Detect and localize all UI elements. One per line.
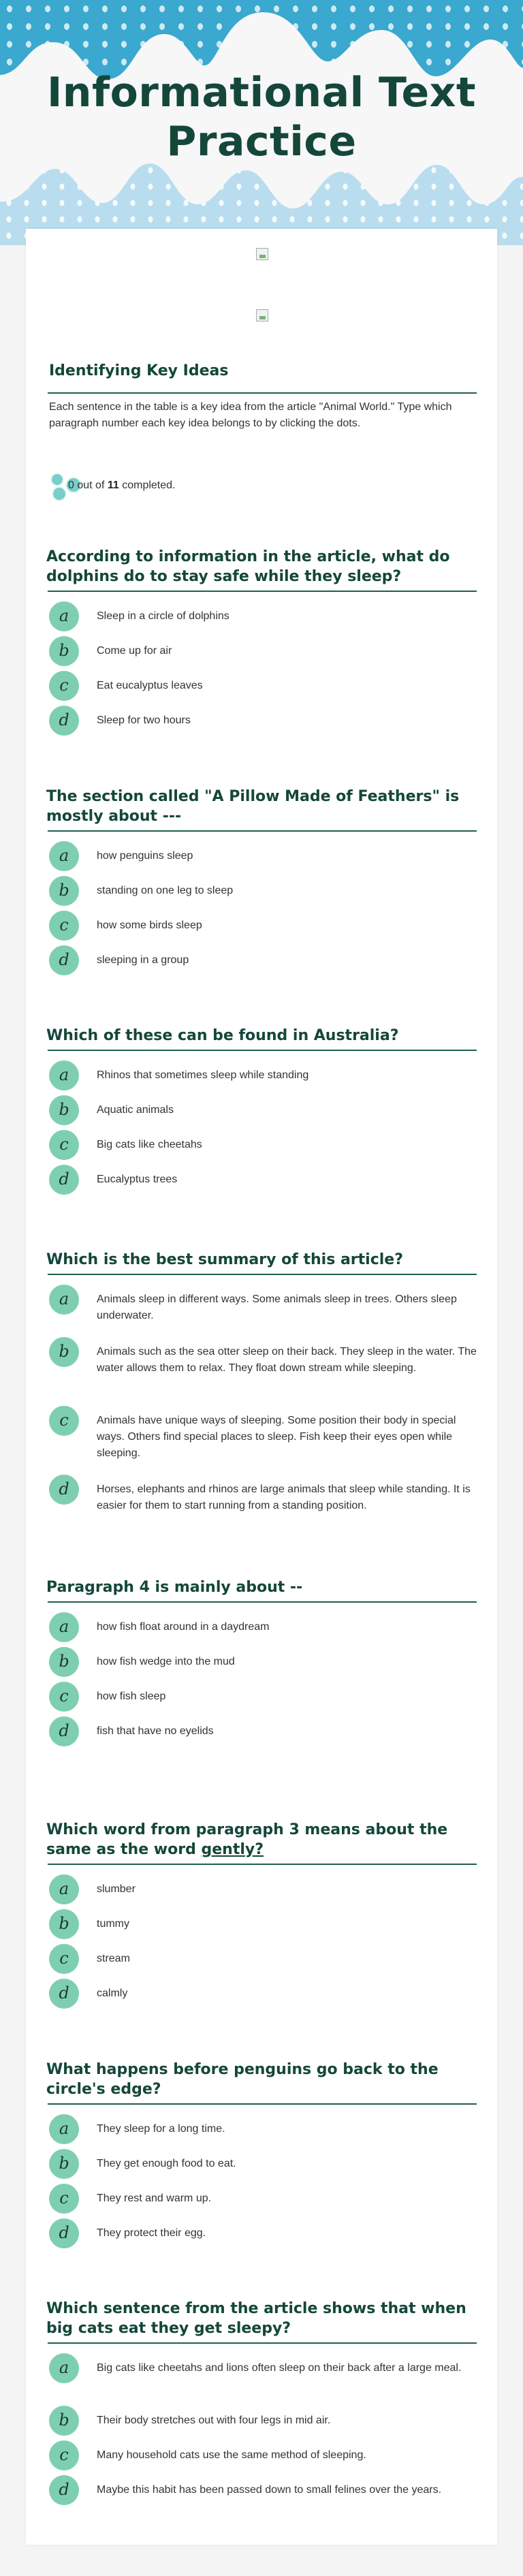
answer-option[interactable] bbox=[49, 1285, 471, 1321]
option-letter-badge[interactable]: d bbox=[49, 1979, 79, 2009]
answer-option[interactable] bbox=[49, 1909, 471, 1942]
answer-option[interactable] bbox=[49, 601, 471, 634]
option-text: Maybe this habit has been passed down to small felines over the years. bbox=[97, 2484, 442, 2496]
option-text: They rest and warm up. bbox=[97, 2193, 212, 2204]
option-letter-badge[interactable]: b bbox=[49, 1337, 79, 1367]
option-text: Sleep in a circle of dolphins bbox=[97, 610, 229, 622]
progress-text bbox=[68, 480, 175, 492]
answer-option[interactable] bbox=[49, 706, 471, 738]
question-prompt bbox=[46, 2060, 475, 2099]
option-text: Their body stretches out with four legs in mid air. bbox=[97, 2415, 331, 2426]
answer-option[interactable] bbox=[49, 1061, 471, 1093]
answer-option[interactable] bbox=[49, 1944, 471, 1977]
question-prompt-text: Which of these can be found in Australia? bbox=[46, 1027, 399, 1044]
option-letter-badge[interactable]: d bbox=[49, 1475, 79, 1505]
option-text: Horses, elephants and rhinos are large animals that sleep while standing. It is easier for them to start running from a standing position. bbox=[97, 1483, 471, 1511]
option-text: sleeping in a group bbox=[97, 954, 189, 966]
option-letter-badge[interactable]: c bbox=[49, 2440, 79, 2470]
option-text: Big cats like cheetahs bbox=[97, 1139, 202, 1150]
option-letter-badge[interactable]: b bbox=[49, 2149, 79, 2179]
option-text: Big cats like cheetahs and lions often sleep on their back after a large meal. bbox=[97, 2362, 462, 2374]
option-text: how some birds sleep bbox=[97, 920, 202, 931]
answer-option[interactable] bbox=[49, 2149, 471, 2182]
header-background bbox=[0, 0, 523, 245]
progress-suffix: completed. bbox=[122, 480, 176, 491]
option-letter-badge[interactable]: a bbox=[49, 1061, 79, 1090]
answer-option[interactable] bbox=[49, 1979, 471, 2011]
option-letter-badge[interactable]: c bbox=[49, 2184, 79, 2214]
option-letter-badge[interactable]: a bbox=[49, 1612, 79, 1642]
question-prompt-text: The section called "A Pillow Made of Feathers" is mostly about --- bbox=[46, 788, 460, 825]
option-letter-badge[interactable]: c bbox=[49, 671, 79, 701]
option-text: stream bbox=[97, 1953, 130, 1964]
question-prompt-text: Which sentence from the article shows that when big cats eat they get sleepy? bbox=[46, 2300, 466, 2337]
option-text: Eat eucalyptus leaves bbox=[97, 680, 203, 691]
option-letter-badge[interactable]: d bbox=[49, 706, 79, 736]
option-text: Animals have unique ways of sleeping. Some position their body in special ways. Others find special places to sleep. Fish keep their eyes open while sleeping. bbox=[97, 1415, 456, 1459]
page-title: Informational Text Practice bbox=[46, 69, 477, 166]
option-letter-badge[interactable]: b bbox=[49, 1095, 79, 1125]
question-divider bbox=[48, 830, 477, 832]
section-heading: Identifying Key Ideas bbox=[49, 362, 229, 379]
answer-option[interactable] bbox=[49, 1095, 471, 1128]
answer-option[interactable] bbox=[49, 1475, 471, 1511]
question-prompt-text: Which is the best summary of this article? bbox=[46, 1251, 403, 1268]
question-divider bbox=[48, 1864, 477, 1865]
question-divider bbox=[48, 591, 477, 592]
answer-option[interactable] bbox=[49, 2475, 471, 2508]
question-prompt bbox=[46, 1026, 475, 1046]
answer-option[interactable] bbox=[49, 636, 471, 669]
option-text: Eucalyptus trees bbox=[97, 1174, 178, 1185]
answer-option[interactable] bbox=[49, 2440, 471, 2473]
question-prompt bbox=[46, 547, 475, 586]
instructions-text: Each sentence in the table is a key idea from the article "Animal World." Type which paragraph number each key idea belongs to by clicking the dots. bbox=[49, 401, 452, 429]
question-prompt-keyword: gently? bbox=[201, 1841, 264, 1858]
option-letter-badge[interactable]: b bbox=[49, 636, 79, 666]
option-letter-badge[interactable]: c bbox=[49, 1406, 79, 1436]
option-letter-badge[interactable]: a bbox=[49, 1285, 79, 1315]
option-text: how fish wedge into the mud bbox=[97, 1656, 235, 1667]
option-text: how fish sleep bbox=[97, 1691, 166, 1702]
answer-option[interactable] bbox=[49, 1337, 477, 1374]
question-prompt-text: According to information in the article, what do dolphins do to stay safe while they sleep? bbox=[46, 548, 450, 585]
option-letter-badge[interactable]: a bbox=[49, 2114, 79, 2144]
question-prompt-text: What happens before penguins go back to the circle's edge? bbox=[46, 2061, 439, 2098]
answer-option[interactable] bbox=[49, 1716, 471, 1749]
option-letter-badge[interactable]: b bbox=[49, 1647, 79, 1677]
option-text: Rhinos that sometimes sleep while standing bbox=[97, 1069, 309, 1081]
option-text: They sleep for a long time. bbox=[97, 2123, 225, 2135]
answer-option[interactable] bbox=[49, 1612, 471, 1645]
broken-image-icon bbox=[256, 309, 268, 321]
option-text: calmly bbox=[97, 1988, 128, 1999]
option-text: standing on one leg to sleep bbox=[97, 885, 234, 896]
question-divider bbox=[48, 2103, 477, 2105]
option-letter-badge[interactable]: b bbox=[49, 1909, 79, 1939]
option-letter-badge[interactable]: a bbox=[49, 841, 79, 871]
answer-option[interactable] bbox=[49, 2353, 471, 2386]
answer-option[interactable] bbox=[49, 945, 471, 978]
option-letter-badge[interactable]: c bbox=[49, 1682, 79, 1712]
option-text: Sleep for two hours bbox=[97, 714, 191, 726]
question-prompt-text: Paragraph 4 is mainly about -- bbox=[46, 1579, 303, 1596]
option-letter-badge[interactable]: d bbox=[49, 2218, 79, 2248]
answer-option[interactable] bbox=[49, 671, 471, 704]
option-text: Aquatic animals bbox=[97, 1104, 174, 1116]
question-prompt bbox=[46, 1577, 475, 1597]
option-text: They get enough food to eat. bbox=[97, 2158, 236, 2169]
option-text: Animals such as the sea otter sleep on their back. They sleep in the water. The water allows them to relax. They float down stream while sleeping. bbox=[97, 1346, 477, 1374]
option-text: Animals sleep in different ways. Some animals sleep in trees. Others sleep underwater. bbox=[97, 1293, 457, 1321]
answer-option[interactable] bbox=[49, 876, 471, 909]
option-letter-badge[interactable]: a bbox=[49, 601, 79, 631]
answer-option[interactable] bbox=[49, 2184, 471, 2216]
progress-of-label: out of bbox=[77, 480, 105, 491]
option-text: how penguins sleep bbox=[97, 850, 193, 862]
option-letter-badge[interactable]: d bbox=[49, 1716, 79, 1746]
answer-option[interactable] bbox=[49, 1647, 471, 1680]
progress-indicator bbox=[48, 470, 252, 497]
answer-option[interactable] bbox=[49, 1682, 471, 1714]
question-divider bbox=[48, 1274, 477, 1275]
answer-option[interactable] bbox=[49, 1874, 471, 1907]
option-text: They protect their egg. bbox=[97, 2227, 206, 2239]
option-text: slumber bbox=[97, 1883, 136, 1895]
progress-done: 0 bbox=[68, 480, 74, 491]
option-letter-badge[interactable]: c bbox=[49, 1130, 79, 1160]
question-divider bbox=[48, 2342, 477, 2344]
progress-total: 11 bbox=[107, 480, 119, 491]
option-letter-badge[interactable]: c bbox=[49, 911, 79, 941]
option-text: fish that have no eyelids bbox=[97, 1725, 214, 1737]
question-prompt bbox=[46, 787, 475, 826]
question-prompt bbox=[46, 1250, 475, 1270]
answer-option[interactable] bbox=[49, 2218, 471, 2251]
option-text: how fish float around in a daydream bbox=[97, 1621, 270, 1633]
option-letter-badge[interactable]: d bbox=[49, 2475, 79, 2505]
question-prompt bbox=[46, 1820, 475, 1859]
answer-option[interactable] bbox=[49, 1130, 471, 1163]
answer-option[interactable] bbox=[49, 911, 471, 943]
question-prompt bbox=[46, 2299, 475, 2338]
option-text: Many household cats use the same method of sleeping. bbox=[97, 2449, 366, 2461]
answer-option[interactable] bbox=[49, 1165, 471, 1197]
section-divider bbox=[48, 392, 477, 394]
question-divider bbox=[48, 1601, 477, 1603]
broken-image-icon bbox=[256, 248, 268, 260]
answer-option[interactable] bbox=[49, 2406, 471, 2438]
question-divider bbox=[48, 1050, 477, 1051]
option-letter-badge[interactable]: a bbox=[49, 2353, 79, 2383]
option-letter-badge[interactable]: a bbox=[49, 1874, 79, 1904]
answer-option[interactable] bbox=[49, 2114, 471, 2147]
answer-option[interactable] bbox=[49, 1406, 471, 1459]
option-text: tummy bbox=[97, 1918, 129, 1930]
option-letter-badge[interactable]: c bbox=[49, 1944, 79, 1974]
content-card bbox=[26, 229, 497, 2545]
answer-option[interactable] bbox=[49, 841, 471, 874]
option-text: Come up for air bbox=[97, 645, 172, 657]
question-prompt-text: Which word from paragraph 3 means about the same as the word bbox=[46, 1821, 448, 1858]
option-letter-badge[interactable]: b bbox=[49, 2406, 79, 2436]
option-letter-badge[interactable]: b bbox=[49, 876, 79, 906]
option-letter-badge[interactable]: d bbox=[49, 945, 79, 975]
option-letter-badge[interactable]: d bbox=[49, 1165, 79, 1195]
